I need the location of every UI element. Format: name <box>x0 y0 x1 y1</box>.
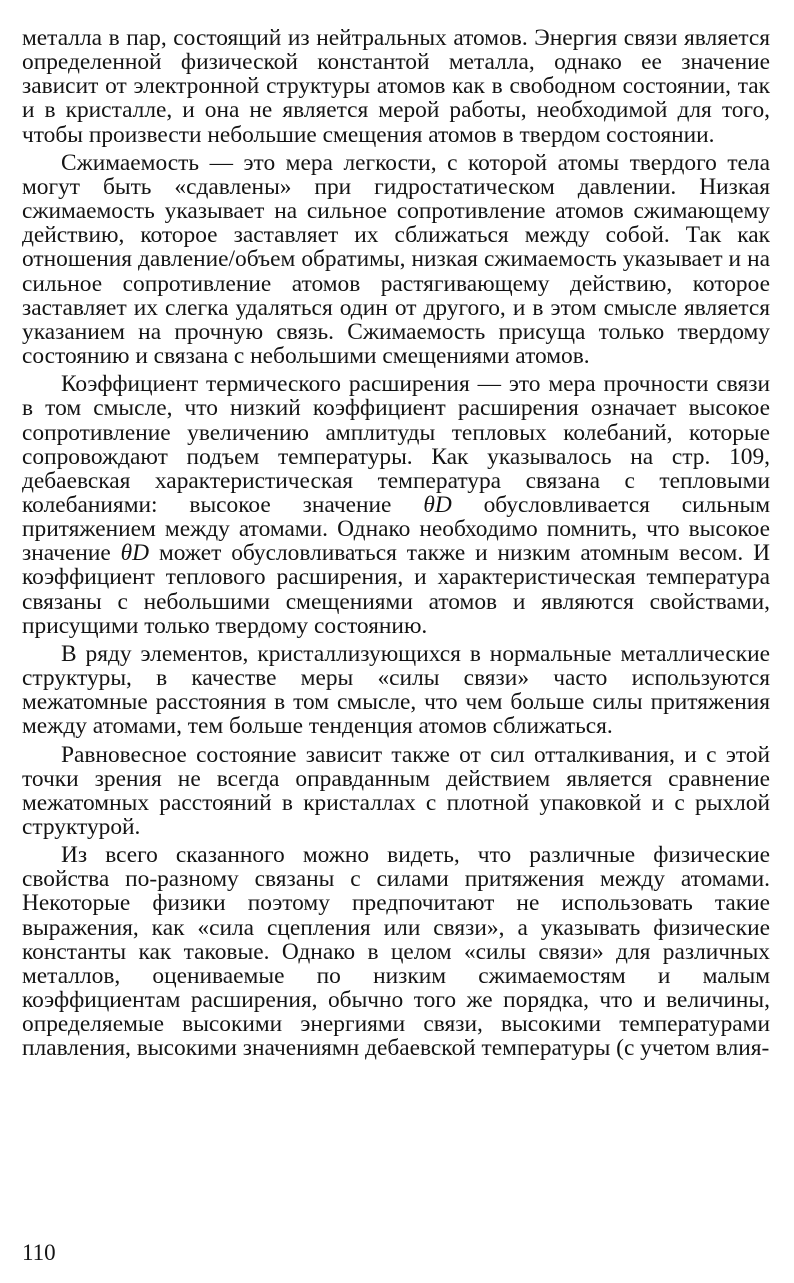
paragraph-thermal-expansion-part-2: обусловливается сильным притяжением между атомами. Однако необходимо помнить, что высокое значение <box>22 491 770 567</box>
paragraph-conclusion: Из всего сказанного можно видеть, что различные физические свойства по-разному связаны с силами притяжения между атомами. Некоторые физики поэтому предпочитают не использовать такие выражения, как «сила сцепления или связи», а указывать физические константы как таковые. Однако в целом «силы связи» для различных металлов, оцениваемые по низким сжимаемостям и малым коэффициентам расширения, обычно того же порядка, что и величины, определяемые высокими энергиями связи, высокими температурами плавления, высокими значениямн дебаевской температуры (с учетом влия- <box>22 842 770 1062</box>
paragraph-binding-energy: металла в пар, состоящий из нейтральных атомов. Энергия связи является определенной физической константой металла, однако ее значение зависит от электронной структуры атомов как в свободном состоянии, так и в кристалле, и она не является мерой работы, необходимой для того, чтобы произвести небольшие смещения атомов в твердом состоянии. <box>22 25 770 148</box>
theta-d-symbol: θD <box>120 540 150 567</box>
paragraph-thermal-expansion-part-1: Коэффициент термического расширения — это мера прочности связи в том смысле, что низкий коэффициент расширения означает высокое сопротивление увеличению амплитуды тепловых колебаний, которые сопровождают подъем температуры. Как указывалось на стр. 109, дебаевская характеристическая температура связана с тепловыми колебаниями: высокое значение <box>22 371 770 518</box>
paragraph-thermal-expansion <box>22 372 770 638</box>
paragraph-thermal-expansion-part-3: может обусловливаться также и низким атомным весом. И коэффициент теплового расширения, и характеристическая температура связаны с небольшими смещениями атомов и являются свойствами, присущими только твердому состоянию. <box>22 540 770 639</box>
paragraph-equilibrium: Равновесное состояние зависит также от сил отталкивания, и с этой точки зрения не всегда оправданным действием является сравнение межатомных расстояний в кристаллах с плотной упаковкой и с рыхлой структурой. <box>22 741 770 840</box>
paragraph-compressibility: Сжимаемость — это мера легкости, с которой атомы твердого тела могут быть «сдавлены» при гидростатическом давлении. Низкая сжимаемость указывает на сильное сопротивление атомов сжимающему действию, которое заставляет их сближаться между собой. Так как отношения давление/объем обратимы, низкая сжимаемость указывает и на сильное сопротивление атомов растягивающему действию, которое заставляет их слегка удаляться один от другого, и в этом смысле является указанием на прочную связь. Сжимаемость присуща только твердому состоянию и связана с небольшими смещениями атомов. <box>22 149 770 370</box>
page-body <box>22 26 770 1065</box>
paragraph-interatomic-distances: В ряду элементов, кристаллизующихся в нормальные металлические структуры, в качестве меры «силы связи» часто используются межатомные расстояния в том смысле, что чем больше силы притяжения между атомами, тем больше тенденция атомов сближаться. <box>22 640 770 740</box>
theta-d-symbol: θD <box>423 491 452 518</box>
page-number: 110 <box>22 1240 56 1265</box>
